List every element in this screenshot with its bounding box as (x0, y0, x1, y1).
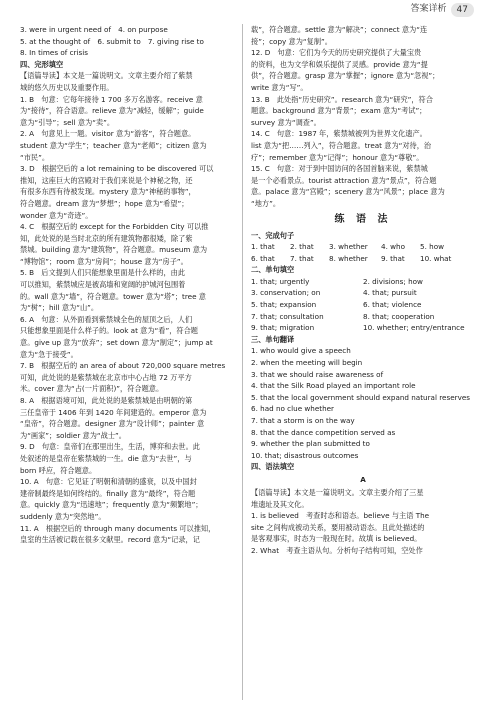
answer-item: 3. conservation; on (251, 288, 321, 298)
answer-line: 皇室的生活被记载在很多文献里。record 意为“记录，记 (20, 535, 200, 545)
answer-line: survey 意为“调查”。 (251, 117, 321, 127)
answer-item: 5. that; expansion (251, 300, 317, 310)
answer-line: 载”，符合题意。settle 意为“解决”；connect 意为“连 (251, 25, 428, 34)
answer-row (251, 311, 475, 323)
practice-title: 练 语 法 (334, 213, 392, 225)
answer-line: suddenly 意为“突然地”。 (20, 511, 106, 521)
answer-line: 可以推知，紫禁城应是被高墙和宽阔的护城河包围着 (20, 280, 186, 290)
answer-row (251, 322, 475, 334)
answer-line: born 呼应，符合题意。 (20, 465, 97, 475)
answer-line: 的资料，也为文学和娱乐提供了灵感。provide 意为“提 (251, 59, 428, 69)
answer-line: 9. D 句意：皇帝们在那里出生，生活，博弈和去世。此 (20, 442, 200, 452)
answer-line: wonder 意为“奇迹”。 (20, 210, 93, 220)
answer-line: 疗”；remember 意为“记得”；honour 意为“尊敬”。 (251, 152, 424, 162)
answer-line: 1. who would give a speech (251, 346, 351, 356)
answer-line: 11. A 根据空后的 through many documents 可以推知， (20, 523, 216, 533)
passage-letter: A (360, 474, 366, 484)
answer-line: 可知，此处说的是紫禁城在北京市中心占地 72 万平方 (20, 372, 192, 382)
answer-line: 5. B 后文提到人们只能想象里面是什么样的，由此 (20, 268, 186, 278)
answer-line: site 之间构成被动关系，要用被动语态。且此处描述的 (251, 522, 425, 532)
answer-line: 建帝制最终是如何终结的。finally 意为“最终”，符合题 (20, 488, 196, 498)
answer-line: 4. that the Silk Road played an important role (251, 381, 416, 391)
answer-item: 6. that (251, 253, 275, 263)
answer-line: 8. In times of crisis (20, 48, 88, 58)
answer-line: 推知，这座巨大的宫殿对于我们来说是个神秘之物，还 (20, 175, 193, 185)
answer-line: 1. is believed 考查时态和语态。believe 与主语 The (251, 511, 430, 521)
right-column (251, 24, 475, 557)
answer-line: 接”；copy 意为“复制”。 (251, 36, 332, 46)
answer-item: 7. that; consultation (251, 311, 324, 321)
answer-line: 3. were in urgent need of 4. on purpose (20, 25, 168, 34)
answer-item: 1. that; urgently (251, 276, 310, 286)
answer-line: 城的悠久历史以及重要作用。 (20, 82, 114, 92)
header-label: 答案详析 (410, 4, 447, 15)
answer-line: 2. What 考查主语从句。分析句子结构可知，空处作 (251, 545, 423, 555)
page-badge (411, 3, 474, 17)
answer-line: 10. that; disastrous outcomes (251, 450, 359, 460)
answer-line: 5. that the local government should expand natural reserves (251, 392, 470, 402)
left-column (20, 24, 244, 546)
answer-item: 10. what (420, 253, 452, 263)
answer-line: 供”，符合题意。grasp 意为“掌握”；ignore 意为“忽视”； (251, 71, 440, 81)
answer-item: 8. whether (329, 253, 368, 263)
answer-line: 意为“引导”；sell 意为“卖”。 (20, 117, 115, 127)
answer-item: 9. that; migration (251, 323, 315, 333)
answer-item: 10. whether; entry/entrance (363, 323, 465, 333)
answer-line: “博物馆”；room 意为“房间”；house 意为“房子”。 (20, 256, 188, 266)
answer-line: 5. at the thought of 6. submit to 7. giving rise to (20, 36, 204, 46)
answer-line: 禁城。building 意为“建筑物”，符合题意。museum 意为 (20, 245, 208, 255)
page-number: 47 (451, 3, 474, 17)
section-heading: 三、单句翻译 (251, 334, 295, 344)
answer-line: 6. had no clue whether (251, 404, 335, 414)
answer-line: “市民”。 (20, 152, 50, 162)
answer-line: 2. A 句意见上一题。visitor 意为“游客”，符合题意。 (20, 129, 196, 139)
answer-row (251, 253, 475, 265)
answer-item: 2. that (290, 242, 314, 252)
answer-line: 处叙述的是皇帝在紫禁城的一生。die 意为“去世”，与 (20, 453, 192, 463)
answer-line: 米。cover 意为“占(一片面积)”，符合题意。 (20, 384, 164, 394)
answer-row (251, 299, 475, 311)
answer-line: 14. C 句意：1987 年，紫禁城被列为世界文化遗产。 (251, 129, 427, 139)
answer-line: 意为“急于接受”。 (20, 349, 78, 359)
answer-line: 1. B 句意：它每年接待 1 700 多万名游客。receive 意 (20, 94, 203, 104)
answer-row (251, 276, 475, 288)
answer-line: 6. A 句意：从外面看到紫禁城全色的屋顶之后，人们 (20, 314, 193, 324)
answer-line: 8. that the dance competition served as (251, 427, 396, 437)
answer-line: 为“接待”，符合语意。relieve 意为“减轻，缓解”；guide (20, 106, 204, 116)
answer-line: 堆遗址及其文化。 (251, 499, 309, 509)
answer-line: 10. A 句意：它见证了明朝和清朝的盛衰，以及中国封 (20, 477, 197, 487)
answer-line: 只能想象里面是什么样子的。look at 意为“看”，符合题 (20, 326, 198, 336)
answer-line: 题意。background 意为“背景”；exam 意为“考试”； (251, 106, 427, 116)
answer-line: write 意为“写”。 (251, 82, 308, 92)
answer-line: 8. A 根据语境可知，此处说的是紫禁城是由明朝的第 (20, 396, 193, 405)
answer-row (251, 241, 475, 253)
answer-line: 为“树”；hill 意为“山”。 (20, 303, 99, 313)
answer-line: 是一个必看景点。tourist attraction 意为“景点”，符合题 (251, 175, 437, 185)
answer-line: 是客观事实，时态为一般现在时。故填 is believed。 (251, 534, 422, 544)
section-heading: 一、完成句子 (251, 230, 295, 240)
answer-line: 符合题意。dream 意为“梦想”；hope 意为“希望”； (20, 198, 189, 208)
answer-line: 15. C 句意：对于到中国访问的各国首脑来说，紫禁城 (251, 164, 428, 174)
answer-item: 2. divisions; how (363, 276, 423, 286)
page-header (0, 0, 480, 20)
section-heading: 四、语法填空 (251, 462, 295, 472)
answer-item: 7. that (290, 253, 314, 263)
section-heading: 四、完形填空 (20, 59, 64, 69)
answer-item: 4. who (381, 242, 405, 252)
answer-line: list 意为“把……列入”，符合题意。treat 意为“对待，治 (251, 140, 432, 150)
answer-line: “皇帝”，符合题意。designer 意为“设计师”；painter 意 (20, 419, 205, 429)
answer-line: 9. whether the plan submitted to (251, 439, 370, 449)
answer-item: 8. that; cooperation (363, 311, 435, 321)
answer-line: 13. B 此处指“历史研究”。research 意为“研究”，符合 (251, 94, 433, 104)
answer-item: 4. that; pursuit (363, 288, 417, 298)
answer-line: 意。quickly 意为“迅速地”；frequently 意为“频繁地”； (20, 500, 203, 510)
answer-line: 意。palace 意为“宫殿”；scenery 意为“风景”；place 意为 (251, 187, 445, 197)
answer-line: 2. when the meeting will begin (251, 358, 363, 368)
answer-line: “地方”。 (251, 198, 281, 208)
answer-line: 【语篇导读】本文是一篇说明文。文章主要介绍了紫禁 (20, 71, 193, 81)
answer-line: 7. B 根据空后的 an area of about 720,000 square metres (20, 361, 226, 371)
answer-line: 为“画家”；soldier 意为“战士”。 (20, 430, 126, 440)
answer-line: 3. D 根据空后的 a lot remaining to be discovered 可以 (20, 164, 214, 174)
answer-item: 5. how (420, 242, 444, 252)
answer-line: 的。wall 意为“墙”，符合题意。tower 意为“塔”；tree 意 (20, 291, 206, 301)
answer-line: 意。give up 意为“放弃”；set down 意为“制定”；jump at (20, 338, 213, 348)
answer-line: 三任皇帝于 1406 年到 1420 年间建造的。emperor 意为 (20, 407, 207, 417)
answer-line: 有很多东西有待被发现。mystery 意为“神秘的事物”， (20, 187, 196, 197)
answer-row (251, 287, 475, 299)
answer-line: 知，此处说的是当时北京的所有建筑物都很矮，除了紫 (20, 233, 193, 243)
answer-line: 4. C 根据空后的 except for the Forbidden City 可以推 (20, 222, 209, 232)
answer-item: 9. that (381, 253, 405, 263)
answer-line: 【语篇导读】本文是一篇说明文。文章主要介绍了三星 (251, 487, 424, 497)
answer-item: 3. whether (329, 242, 368, 252)
answer-item: 1. that (251, 242, 275, 252)
answer-line: 3. that we should raise awareness of (251, 369, 384, 379)
answer-line: 7. that a storm is on the way (251, 416, 355, 425)
answer-line: student 意为“学生”；teacher 意为“老师”；citizen 意为 (20, 140, 207, 150)
section-heading: 二、单句填空 (251, 265, 295, 275)
answer-item: 6. that; violence (363, 300, 422, 310)
answer-line: 12. D 句意：它们为今天的历史研究提供了大量宝贵 (251, 48, 422, 58)
